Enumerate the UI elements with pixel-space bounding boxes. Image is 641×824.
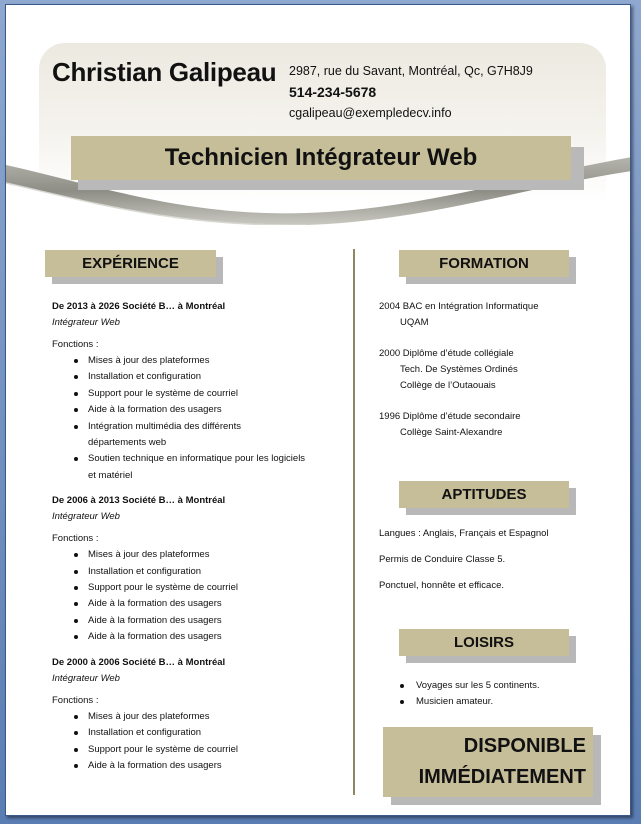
job-title-band: Technicien Intégrateur Web xyxy=(71,136,571,180)
heading-label: LOISIRS xyxy=(399,629,569,656)
duty-item: Mises à jour des plateformes xyxy=(74,353,342,369)
duty-item: Installation et configuration xyxy=(74,564,342,580)
job-role: Intégrateur Web xyxy=(52,672,120,684)
duty-item: Installation et configuration xyxy=(74,725,342,741)
hobby-item: Musicien amateur. xyxy=(400,694,616,710)
heading-label: APTITUDES xyxy=(399,481,569,508)
hobbies-list xyxy=(386,678,616,711)
availability-line1: DISPONIBLE xyxy=(463,735,586,757)
duties-list xyxy=(74,547,342,645)
duty-item: Installation et configuration xyxy=(74,369,342,385)
program: Tech. De Systèmes Ordinés xyxy=(400,364,518,375)
job-entry xyxy=(52,655,342,775)
duty-item: Aide à la formation des usagers xyxy=(74,758,342,774)
duties-list xyxy=(74,353,342,484)
skill-item: Permis de Conduire Classe 5. xyxy=(379,554,506,565)
duty-item: Aide à la formation des usagers xyxy=(74,629,342,645)
job-role: Intégrateur Web xyxy=(52,317,120,328)
institution: Collège Saint-Alexandre xyxy=(400,427,503,438)
duty-item: Support pour le système de courriel xyxy=(74,580,342,596)
hobby-item: Voyages sur les 5 continents. xyxy=(400,678,616,694)
resume-page xyxy=(5,4,631,816)
job-title: De 2006 à 2013 Société B… à Montréal xyxy=(52,495,226,507)
duties-list xyxy=(74,709,342,775)
job-title: De 2013 à 2026 Société B… à Montréal xyxy=(52,301,226,312)
degree: 1996 Diplôme d’étude secondaire xyxy=(379,411,521,422)
duty-item: Mises à jour des plateformes xyxy=(74,709,342,725)
functions-label: Fonctions : xyxy=(52,694,99,706)
functions-label: Fonctions : xyxy=(52,533,99,545)
availability-line2: IMMÉDIATEMENT xyxy=(418,766,586,788)
column-divider xyxy=(353,249,355,795)
address: 2987, rue du Savant, Montréal, Qc, G7H8J9 xyxy=(289,64,533,78)
job-role: Intégrateur Web xyxy=(52,511,120,523)
duty-item: Aide à la formation des usagers xyxy=(74,613,342,629)
degree: 2004 BAC en Intégration Informatique xyxy=(379,301,539,312)
job-title: De 2000 à 2006 Société B… à Montréal xyxy=(52,656,226,668)
institution: Collège de l’Outaouais xyxy=(400,380,496,391)
duty-item: Support pour le système de courriel xyxy=(74,742,342,758)
institution: UQAM xyxy=(400,317,429,328)
duty-item: Soutien technique en informatique pour les logiciels et matériel xyxy=(74,451,310,484)
education-entry xyxy=(379,346,619,394)
duty-item: Intégration multimédia des différents départements web xyxy=(74,419,292,452)
degree: 2000 Diplôme d’étude collégiale xyxy=(379,348,514,359)
duty-item: Aide à la formation des usagers xyxy=(74,402,342,418)
job-entry xyxy=(52,299,342,484)
skill-item: Ponctuel, honnête et efficace. xyxy=(379,580,504,591)
skill-item: Langues : Anglais, Français et Espagnol xyxy=(379,528,549,539)
phone: 514-234-5678 xyxy=(289,84,377,100)
duty-item: Mises à jour des plateformes xyxy=(74,547,342,563)
duty-item: Aide à la formation des usagers xyxy=(74,596,342,612)
heading-label: EXPÉRIENCE xyxy=(45,250,216,277)
experience-list xyxy=(52,299,342,783)
job-entry xyxy=(52,493,342,645)
heading-label: FORMATION xyxy=(399,250,569,277)
duty-item: Support pour le système de courriel xyxy=(74,386,342,402)
education-entry xyxy=(379,409,619,441)
functions-label: Fonctions : xyxy=(52,339,99,350)
hobbies-bullets xyxy=(400,678,616,711)
contact-info xyxy=(289,61,533,124)
education-entry xyxy=(379,299,619,331)
education-list xyxy=(379,299,619,456)
skills-list xyxy=(379,526,619,604)
email[interactable]: cgalipeau@exempledecv.info xyxy=(289,106,452,120)
availability-banner xyxy=(383,727,593,797)
candidate-name: Christian Galipeau xyxy=(52,57,277,87)
